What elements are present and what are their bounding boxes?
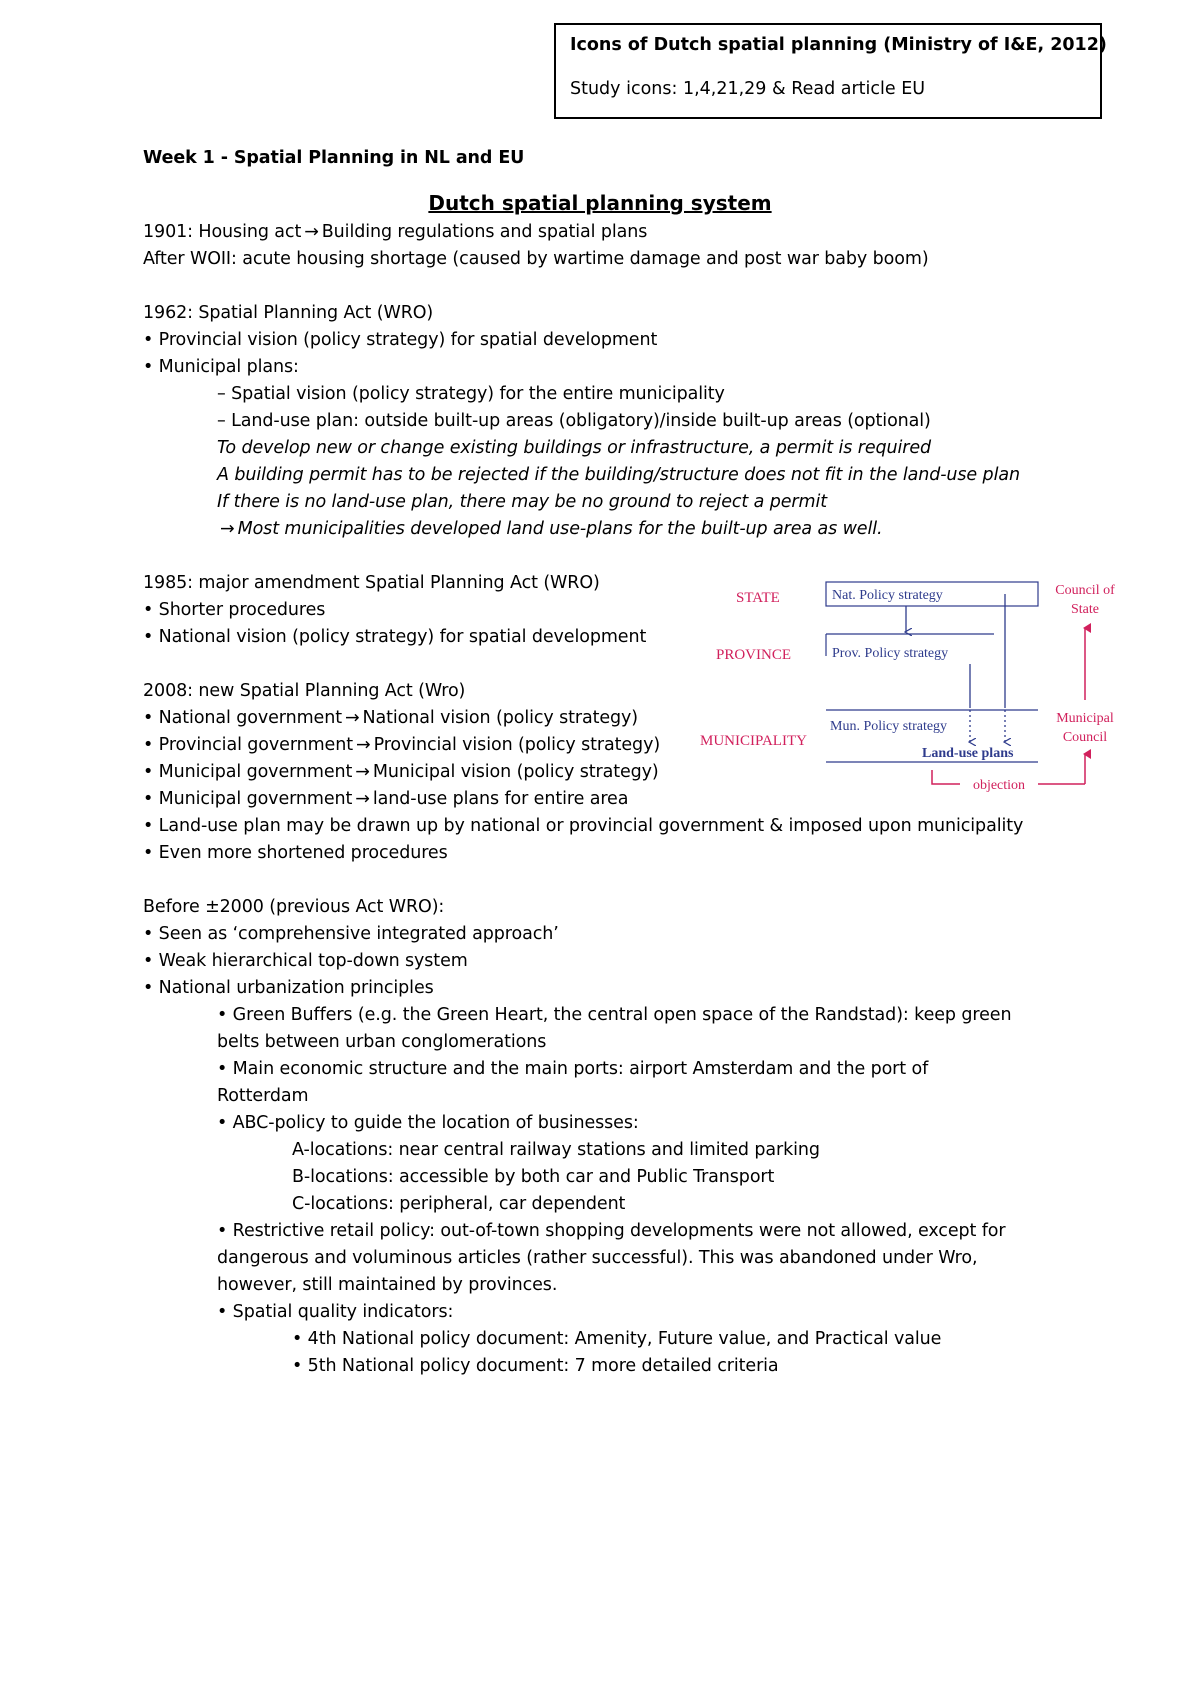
- note-box-study: Study icons: 1,4,21,29 & Read article EU: [570, 79, 926, 99]
- principle-retail-policy: • Restrictive retail policy: out-of-town shopping developments were not allowed, except for: [217, 1221, 1006, 1241]
- label-municipality: MUNICIPALITY: [700, 733, 807, 749]
- act1962-note-4: → Most municipalities developed land use-plans for the built-up area as well.: [220, 519, 883, 539]
- principle-spatial-quality: • Spatial quality indicators:: [217, 1302, 454, 1322]
- label-province: PROVINCE: [716, 647, 792, 663]
- quality-4th-document: • 4th National policy document: Amenity, Future value, and Practical value: [292, 1329, 942, 1349]
- arrow-icon: →: [355, 735, 371, 755]
- arrow-icon: →: [355, 762, 370, 782]
- abc-a-locations: A-locations: near central railway stations and limited parking: [292, 1140, 820, 1160]
- arrow-icon: →: [304, 222, 319, 242]
- intro-1901: 1901: Housing act: [143, 222, 302, 242]
- principle-main-ports-cont: Rotterdam: [217, 1086, 309, 1106]
- intro-line-2: After WOII: acute housing shortage (caused by wartime damage and post war baby boom): [143, 249, 929, 269]
- act2008-heading: 2008: new Spatial Planning Act (Wro): [143, 681, 466, 701]
- arrow-icon: →: [344, 708, 360, 728]
- mun-policy-label: Mun. Policy strategy: [830, 719, 948, 734]
- principle-retail-policy-cont-1: dangerous and voluminous articles (rather successful). This was abandoned under Wro,: [217, 1248, 978, 1268]
- principle-green-buffers-cont: belts between urban conglomerations: [217, 1032, 547, 1052]
- principle-main-ports: • Main economic structure and the main ports: airport Amsterdam and the port of: [217, 1059, 929, 1079]
- council-of-state-line-1: Council of: [1055, 583, 1115, 598]
- municipal-council-line-2: Council: [1062, 730, 1108, 745]
- before2000-bullet-2: • Weak hierarchical top-down system: [143, 951, 468, 971]
- act1962-heading: 1962: Spatial Planning Act (WRO): [143, 303, 434, 323]
- act1985-bullet-2: • National vision (policy strategy) for spatial development: [143, 627, 647, 647]
- act2008-bullet-6: • Even more shortened procedures: [143, 843, 448, 863]
- arrow-icon: →: [355, 789, 370, 809]
- prov-policy-label: Prov. Policy strategy: [832, 646, 949, 661]
- principle-green-buffers: • Green Buffers (e.g. the Green Heart, the central open space of the Randstad): keep green: [217, 1005, 1012, 1025]
- council-of-state-line-2: State: [1071, 602, 1099, 617]
- intro-1901-result: Building regulations and spatial plans: [321, 222, 648, 242]
- arrow-icon: →: [220, 519, 235, 539]
- act1962-note-3: If there is no land-use plan, there may be no ground to reject a permit: [217, 492, 827, 512]
- act2008-bullet-3: • Municipal government → Municipal vision (policy strategy): [143, 762, 659, 782]
- abc-c-locations: C-locations: peripheral, car dependent: [292, 1194, 626, 1214]
- before2000-bullet-3: • National urbanization principles: [143, 978, 434, 998]
- act1962-bullet-1: • Provincial vision (policy strategy) for spatial development: [143, 330, 658, 350]
- principle-retail-policy-cont-2: however, still maintained by provinces.: [217, 1275, 558, 1295]
- before2000-bullet-1: • Seen as ‘comprehensive integrated approach’: [143, 924, 559, 944]
- act2008-bullet-4: • Municipal government → land-use plans for entire area: [143, 789, 629, 809]
- act2008-bullet-1: • National government → National vision (policy strategy): [143, 708, 639, 728]
- section-title: Dutch spatial planning system: [428, 191, 772, 215]
- act2008-bullet-5: • Land-use plan may be drawn up by national or provincial government & imposed upon municipality: [143, 816, 1024, 836]
- week-heading: Week 1 - Spatial Planning in NL and EU: [143, 148, 525, 168]
- quality-5th-document: • 5th National policy document: 7 more detailed criteria: [292, 1356, 779, 1376]
- note-box-title: Icons of Dutch spatial planning (Ministry of I&E, 2012): [570, 35, 1107, 55]
- act1962-sub-1: – Spatial vision (policy strategy) for the entire municipality: [217, 384, 725, 404]
- principle-abc-policy: • ABC-policy to guide the location of businesses:: [217, 1113, 639, 1133]
- objection-label: objection: [972, 778, 1026, 793]
- note-box: [554, 23, 1107, 119]
- act1985-heading: 1985: major amendment Spatial Planning Act (WRO): [143, 573, 600, 593]
- act1985-bullet-1: • Shorter procedures: [143, 600, 326, 620]
- act1962-sub-2: – Land-use plan: outside built-up areas (obligatory)/inside built-up areas (optional): [217, 411, 931, 431]
- municipal-council-line-1: Municipal: [1056, 711, 1114, 726]
- act1962-note-2: A building permit has to be rejected if the building/structure does not fit in the land-use plan: [217, 465, 1020, 485]
- nat-policy-label: Nat. Policy strategy: [832, 588, 943, 603]
- abc-b-locations: B-locations: accessible by both car and Public Transport: [292, 1167, 775, 1187]
- act2008-bullet-2: • Provincial government → Provincial vision (policy strategy): [143, 735, 661, 755]
- intro-line-1: [143, 220, 647, 244]
- act1962-bullet-2: • Municipal plans:: [143, 357, 299, 377]
- landuse-plans-label: Land-use plans: [922, 746, 1014, 761]
- planning-hierarchy-diagram: [700, 572, 1140, 812]
- objection-line-left: [932, 770, 960, 784]
- before2000-heading: Before ±2000 (previous Act WRO):: [143, 897, 445, 917]
- act1962-note-1: To develop new or change existing buildings or infrastructure, a permit is required: [217, 438, 932, 458]
- label-state: STATE: [736, 590, 780, 606]
